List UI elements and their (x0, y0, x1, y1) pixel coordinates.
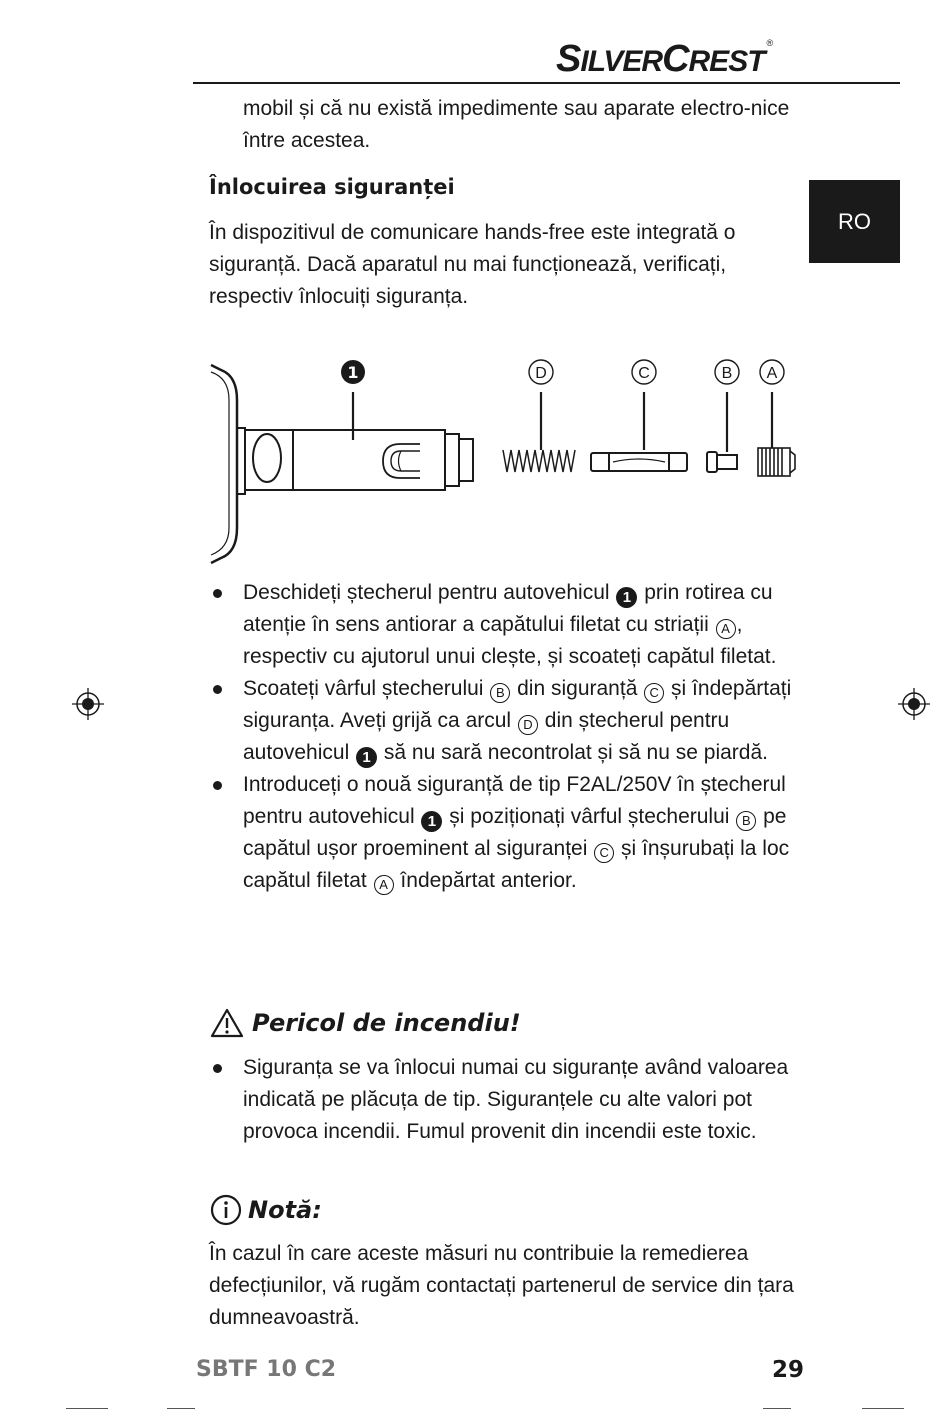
note-paragraph: În cazul în care aceste măsuri nu contribuie la remedierea defecțiunilor, vă rugăm contactați partenerul de service din țara dumneavoastră. (209, 1242, 794, 1329)
note-title: Notă: (248, 1196, 322, 1224)
ref-c-icon: C (644, 683, 664, 703)
crop-mark (66, 1408, 108, 1409)
ref-1-icon: 1 (421, 811, 442, 832)
label-1-marker (341, 360, 365, 384)
list-item: Deschideți ștecherul pentru autovehicul 1 prin rotirea cu atenție în sens antiorar a capătului filetat cu striații A , respectiv cu ajutorul unui clește, și scoateți capătul filetat. (209, 577, 799, 673)
info-icon (210, 1194, 242, 1226)
fuse-diagram (205, 350, 805, 570)
label-c: C (638, 365, 650, 382)
continuation-text: mobil și că nu există impedimente sau aparate electro-nice între acestea. (243, 97, 790, 152)
label-d: D (535, 365, 547, 382)
intro-paragraph: În dispozitivul de comunicare hands-free este integrată o siguranță. Dacă aparatul nu mai funcționează, verificați, respectiv înlocuiți siguranța. (209, 221, 736, 308)
threaded-cap-illustration (758, 448, 795, 476)
instruction-list (209, 577, 799, 897)
list-item: Scoateți vârful ștecherului B din siguranță C și îndepărtați siguranța. Aveți grijă ca arcul D din ștecherul pentru autovehicul 1 să nu sară necontrolat și să nu se piardă. (209, 673, 799, 769)
ref-d-icon: D (518, 715, 538, 735)
ref-1-icon: 1 (616, 587, 637, 608)
section-title: Înlocuirea siguranței (209, 175, 455, 199)
registration-mark-icon (70, 686, 106, 722)
ref-b-icon: B (736, 811, 756, 831)
ref-c-icon: C (594, 843, 614, 863)
warning-heading (210, 1008, 521, 1038)
label-b: B (721, 365, 733, 382)
model-number: SBTF 10 C2 (196, 1357, 337, 1382)
plug-illustration (211, 365, 473, 563)
warning-list (209, 1052, 799, 1148)
warning-triangle-icon (210, 1008, 244, 1038)
spring-illustration (503, 450, 575, 472)
warning-title: Pericol de incendiu! (252, 1009, 521, 1037)
header-rule (193, 82, 900, 84)
crop-mark (763, 1408, 791, 1409)
svg-text:1: 1 (347, 363, 359, 382)
label-a: A (766, 365, 778, 382)
crop-mark (862, 1408, 904, 1409)
plug-tip-illustration (707, 452, 737, 472)
leader-lines (353, 392, 772, 452)
silvercrest-logo: SILVERCREST® (556, 38, 773, 80)
ref-b-icon: B (490, 683, 510, 703)
registration-mark-icon (896, 686, 932, 722)
ref-a-icon: A (374, 875, 394, 895)
fuse-illustration (591, 453, 687, 471)
crop-mark (167, 1408, 195, 1409)
ref-1-icon: 1 (356, 747, 377, 768)
note-heading (210, 1194, 322, 1226)
list-item: Introduceți o nouă siguranță de tip F2AL/250V în ștecherul pentru autovehicul 1 și poziționați vârful ștecherului B pe capătul ușor proeminent al siguranței C și înșurubați la loc capătul filetat A îndepărtat anterior. (209, 769, 799, 897)
ref-a-icon: A (716, 619, 736, 639)
page-number: 29 (772, 1357, 805, 1383)
language-tab: RO (809, 180, 900, 263)
list-item: Siguranța se va înlocui numai cu siguranțe având valoarea indicată pe plăcuța de tip. Siguranțele cu alte valori pot provoca incendii. Fumul provenit din incendii este toxic. (209, 1052, 799, 1148)
